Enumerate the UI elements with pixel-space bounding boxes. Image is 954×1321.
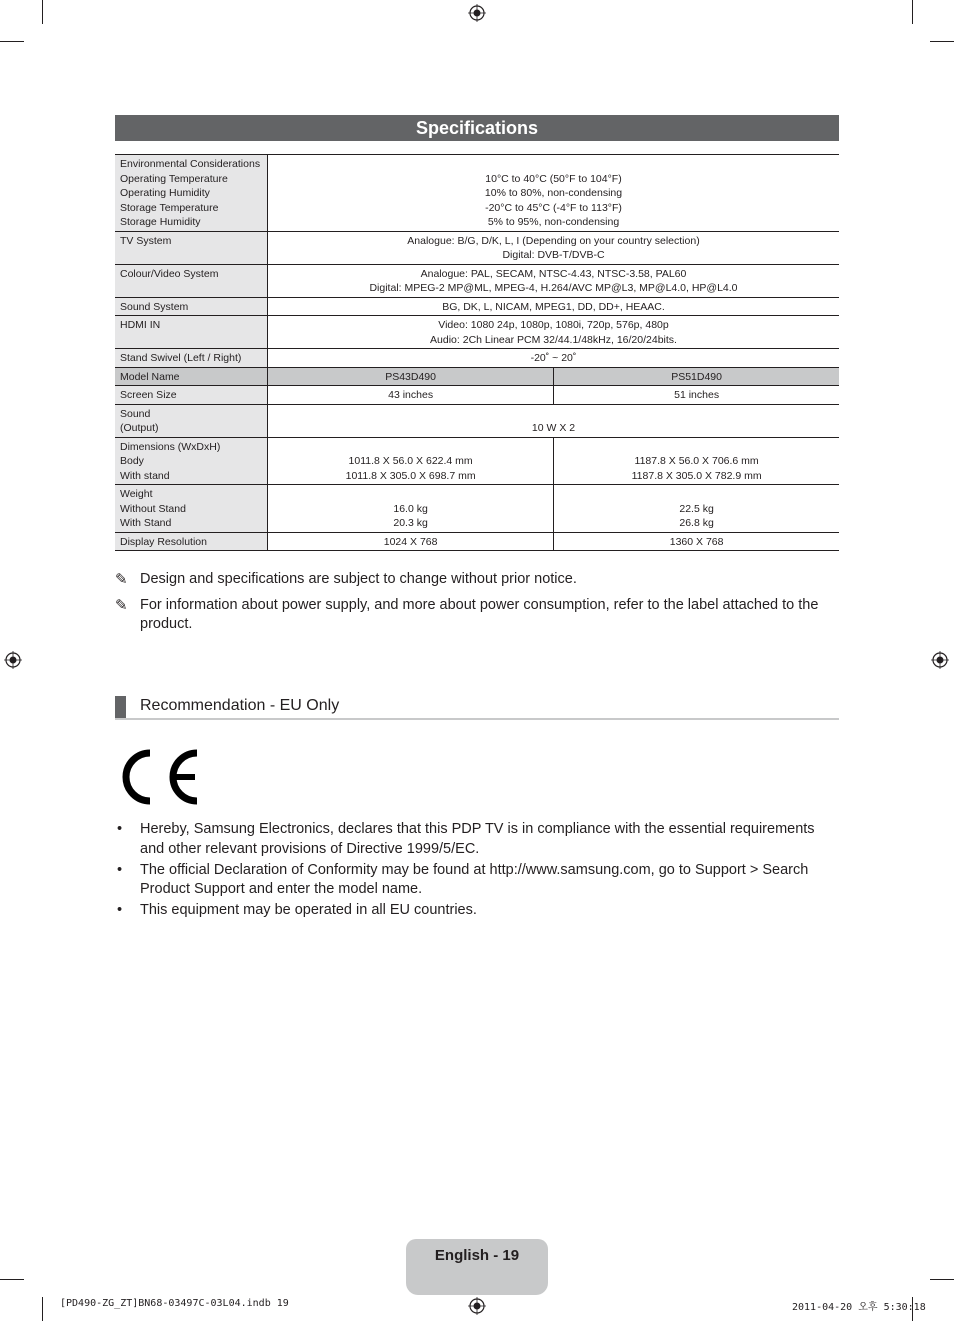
value-line: 5% to 95%, non-condensing bbox=[487, 216, 620, 228]
registration-mark-icon bbox=[468, 1297, 486, 1315]
row-value: 1024 X 768 bbox=[268, 532, 554, 551]
note-text: Design and specifications are subject to change without prior notice. bbox=[140, 571, 577, 587]
label-line: Body bbox=[120, 455, 144, 467]
bullet-icon: • bbox=[117, 821, 123, 837]
row-label: Model Name bbox=[115, 367, 268, 386]
label-line: With Stand bbox=[120, 517, 172, 529]
heading-bar-marker bbox=[115, 696, 126, 718]
pencil-note-icon: ✎ bbox=[115, 596, 128, 614]
value-line: 22.5 kg bbox=[679, 502, 714, 515]
row-value bbox=[268, 485, 554, 533]
row-value: 43 inches bbox=[268, 386, 554, 405]
registration-mark-icon bbox=[468, 4, 486, 22]
model-cell: PS43D490 bbox=[268, 367, 554, 386]
label-line: Dimensions (WxDxH) bbox=[120, 440, 221, 453]
specifications-table bbox=[115, 154, 839, 551]
crop-mark bbox=[930, 1279, 954, 1280]
value-line: Analogue: PAL, SECAM, NTSC-4.43, NTSC-3.58, PAL60 bbox=[420, 267, 687, 280]
value-line: 16.0 kg bbox=[393, 502, 428, 515]
table-row bbox=[115, 349, 839, 368]
row-value bbox=[268, 437, 554, 485]
value-line: 10% to 80%, non-condensing bbox=[484, 187, 623, 199]
page-title: Specifications bbox=[115, 115, 839, 141]
note-text: For information about power supply, and more about power consumption, refer to the label attached to the product. bbox=[140, 596, 819, 632]
print-slug-right: 2011-04-20 오후 5:30:18 bbox=[792, 1302, 926, 1313]
crop-mark bbox=[0, 41, 24, 42]
list-item-text: Hereby, Samsung Electronics, declares that this PDP TV is in compliance with the essential requirements and other relevant provisions of Directive 1999/5/EC. bbox=[140, 821, 815, 857]
label-line: Without Stand bbox=[120, 502, 186, 515]
label-line: Operating Temperature bbox=[120, 172, 228, 185]
value-line: 1187.8 X 305.0 X 782.9 mm bbox=[631, 469, 762, 482]
row-value bbox=[268, 316, 840, 349]
row-label bbox=[115, 437, 268, 485]
crop-mark bbox=[0, 1279, 24, 1280]
value-line: Analogue: B/G, D/K, L, I (Depending on your country selection) bbox=[407, 234, 700, 247]
row-label bbox=[115, 404, 268, 437]
value-line: Digital: DVB-T/DVB-C bbox=[502, 249, 605, 261]
value-line: Digital: MPEG-2 MP@ML, MPEG-4, H.264/AVC MP@L3, MP@L4.0, HP@L4.0 bbox=[369, 282, 738, 294]
pencil-note-icon: ✎ bbox=[115, 571, 128, 588]
label-line: Storage Temperature bbox=[120, 201, 219, 214]
row-value: 1360 X 768 bbox=[554, 532, 839, 551]
row-value: 10 W X 2 bbox=[268, 404, 840, 437]
crop-mark bbox=[930, 41, 954, 42]
section-heading-text: Recommendation - EU Only bbox=[140, 697, 340, 714]
bullet-icon: • bbox=[117, 902, 123, 918]
page-number: English - 19 bbox=[434, 1247, 520, 1264]
row-label: Sound System bbox=[115, 297, 268, 316]
row-value: BG, DK, L, NICAM, MPEG1, DD, DD+, HEAAC. bbox=[268, 297, 840, 316]
table-row bbox=[115, 437, 839, 485]
row-label bbox=[115, 485, 268, 533]
table-row bbox=[115, 367, 839, 386]
ce-mark-icon bbox=[120, 748, 202, 806]
value-line: Audio: 2Ch Linear PCM 32/44.1/48kHz, 16/20/24bits. bbox=[430, 333, 677, 346]
row-label: Display Resolution bbox=[115, 532, 268, 551]
section-heading bbox=[115, 696, 839, 720]
label-line: Weight bbox=[120, 488, 153, 500]
model-cell: PS51D490 bbox=[554, 367, 839, 386]
bullet-icon: • bbox=[117, 861, 123, 878]
value-line: 1011.8 X 56.0 X 622.4 mm bbox=[348, 455, 473, 467]
row-label: Screen Size bbox=[115, 386, 268, 405]
value-line: 1187.8 X 56.0 X 706.6 mm bbox=[634, 455, 759, 467]
value-line: 1011.8 X 305.0 X 698.7 mm bbox=[345, 469, 476, 482]
table-row bbox=[115, 532, 839, 551]
label-line: (Output) bbox=[120, 422, 159, 434]
table-row bbox=[115, 155, 839, 232]
row-label bbox=[115, 155, 268, 232]
note-item bbox=[115, 596, 839, 635]
crop-mark bbox=[912, 0, 913, 24]
list-item bbox=[115, 901, 839, 921]
value-line: Video: 1080 24p, 1080p, 1080i, 720p, 576p, 480p bbox=[438, 319, 669, 331]
label-line: Storage Humidity bbox=[120, 216, 201, 228]
row-value: -20˚ ~ 20˚ bbox=[268, 349, 840, 368]
row-value bbox=[268, 264, 840, 297]
label-line: Sound bbox=[120, 407, 151, 420]
note-item bbox=[115, 570, 839, 590]
table-row bbox=[115, 264, 839, 297]
table-row bbox=[115, 485, 839, 533]
row-label: TV System bbox=[115, 231, 268, 264]
label-line: Environmental Considerations bbox=[120, 158, 261, 170]
table-row bbox=[115, 297, 839, 316]
row-label: Colour/Video System bbox=[115, 264, 268, 297]
crop-mark bbox=[42, 0, 43, 24]
row-value bbox=[554, 485, 839, 533]
table-row bbox=[115, 404, 839, 437]
row-value bbox=[268, 231, 840, 264]
recommendation-list bbox=[115, 820, 839, 922]
row-label: HDMI IN bbox=[115, 316, 268, 349]
value-line: 20.3 kg bbox=[393, 517, 428, 529]
list-item bbox=[115, 861, 839, 900]
value-line: 10°C to 40°C (50°F to 104°F) bbox=[485, 172, 622, 185]
value-line: -20°C to 45°C (-4°F to 113°F) bbox=[485, 201, 622, 214]
row-value bbox=[554, 437, 839, 485]
label-line: Operating Humidity bbox=[120, 187, 210, 199]
table-row bbox=[115, 316, 839, 349]
list-item-text: This equipment may be operated in all EU countries. bbox=[140, 902, 477, 918]
table-row bbox=[115, 231, 839, 264]
table-row bbox=[115, 386, 839, 405]
registration-mark-icon bbox=[931, 651, 949, 669]
registration-mark-icon bbox=[4, 651, 22, 669]
value-line: 26.8 kg bbox=[679, 517, 714, 529]
page-number-tab bbox=[406, 1239, 548, 1295]
notes-section bbox=[115, 570, 839, 641]
print-slug-left: [PD490-ZG_ZT]BN68-03497C-03L04.indb 19 bbox=[60, 1298, 289, 1309]
list-item-text: The official Declaration of Conformity may be found at http://www.samsung.com, go to Support > Search Product Support and enter the model name. bbox=[140, 861, 809, 897]
row-value bbox=[268, 155, 840, 232]
crop-mark bbox=[42, 1297, 43, 1321]
label-line: With stand bbox=[120, 469, 170, 482]
list-item bbox=[115, 820, 839, 859]
row-label: Stand Swivel (Left / Right) bbox=[115, 349, 268, 368]
row-value: 51 inches bbox=[554, 386, 839, 405]
